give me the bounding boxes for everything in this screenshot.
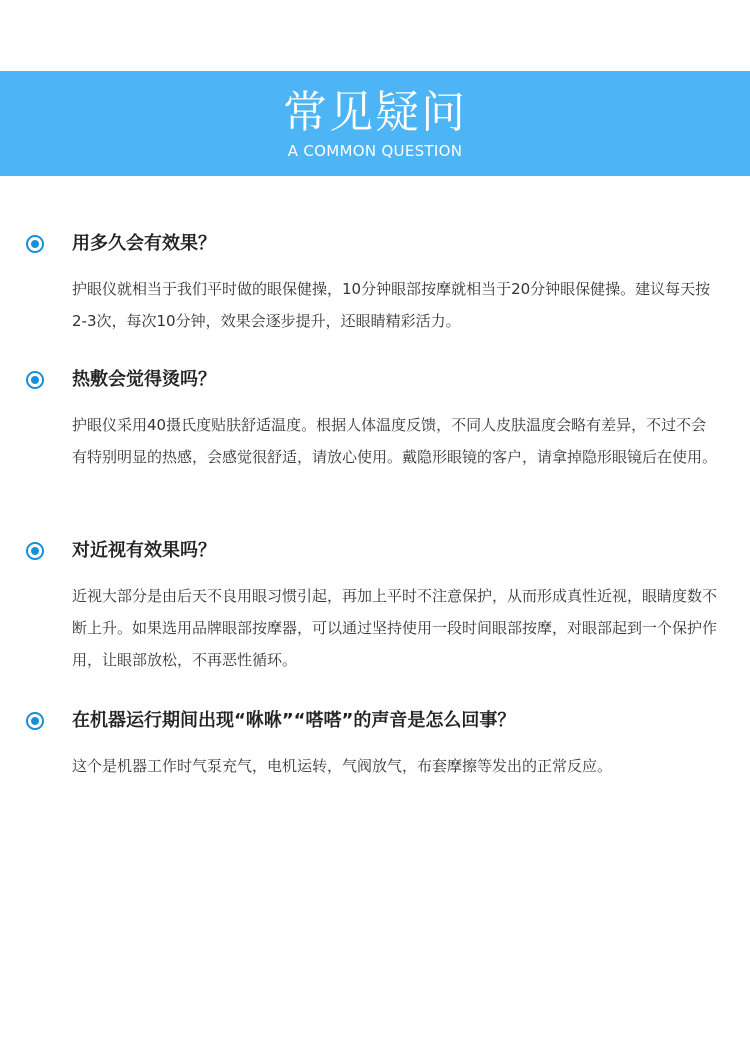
faq-question: 对近视有效果吗？ xyxy=(72,540,216,561)
page-title: 常见疑问 xyxy=(283,87,467,138)
bullet-circle-icon xyxy=(26,542,44,560)
page-subtitle: A COMMON QUESTION xyxy=(287,142,463,160)
bullet-circle-icon xyxy=(26,712,44,730)
header-banner xyxy=(0,71,750,176)
faq-question: 在机器运行期间出现“咻咻”“嗒嗒”的声音是怎么回事？ xyxy=(72,710,516,731)
faq-answer: 护眼仪采用40摄氏度贴肤舒适温度。根据人体温度反馈，不同人皮肤温度会略有差异，不过不会有特别明显的热感，会感觉很舒适，请放心使用。戴隐形眼镜的客户，请拿掉隐形眼镜后在使用。 xyxy=(72,416,718,466)
faq-question: 用多久会有效果？ xyxy=(72,233,216,254)
bullet-circle-icon xyxy=(26,235,44,253)
bullet-circle-icon xyxy=(26,371,44,389)
faq-answer: 护眼仪就相当于我们平时做的眼保健操，10分钟眼部按摩就相当于20分钟眼保健操。建议每天按2-3次，每次10分钟，效果会逐步提升，还眼睛精彩活力。 xyxy=(72,280,711,330)
faq-answer: 这个是机器工作时气泵充气，电机运转，气阀放气，布套摩擦等发出的正常反应。 xyxy=(72,757,613,775)
faq-question: 热敷会觉得烫吗？ xyxy=(72,369,216,390)
faq-answer: 近视大部分是由后天不良用眼习惯引起，再加上平时不注意保护，从而形成真性近视，眼睛度数不断上升。如果选用品牌眼部按摩器，可以通过坚持使用一段时间眼部按摩，对眼部起到一个保护作用，让眼部放松，不再恶性循环。 xyxy=(72,587,718,669)
